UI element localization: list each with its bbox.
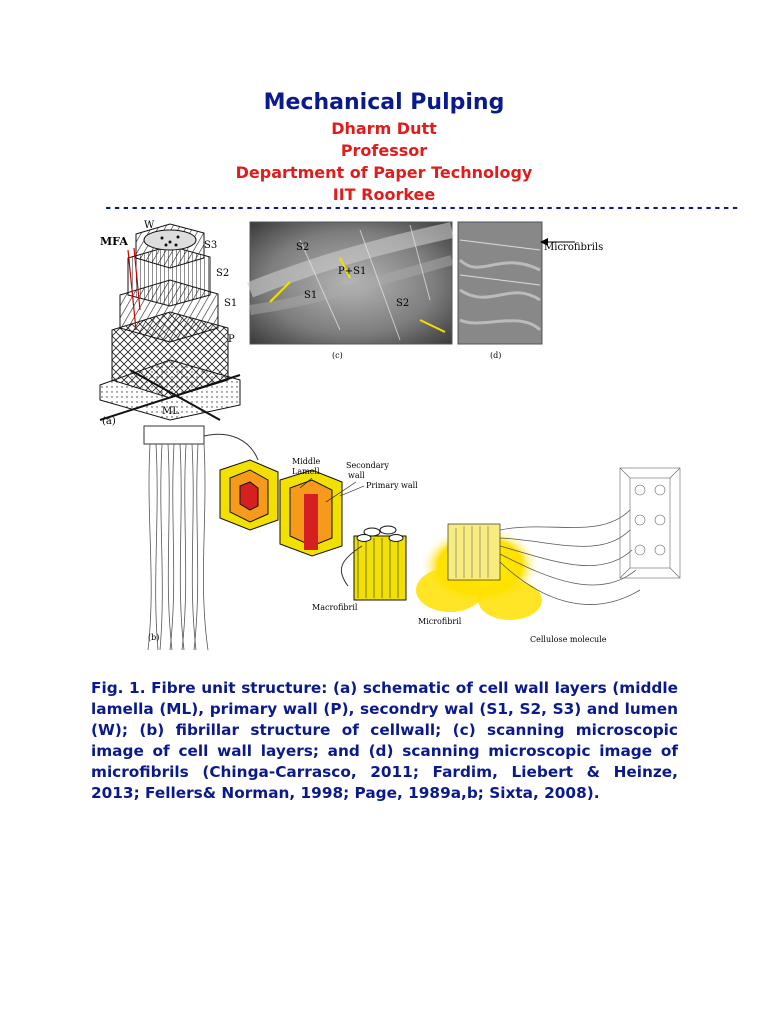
label-s3: S3 [204, 240, 218, 251]
label-p: P [228, 334, 235, 345]
label-secondary: Secondary [346, 461, 389, 470]
document-title: Mechanical Pulping [263, 90, 505, 115]
label-wall: wall [348, 471, 365, 480]
panel-c-sem-image [250, 222, 452, 360]
label-microfibril: Microfibril [418, 617, 462, 626]
label-panel-b: (b) [148, 633, 160, 642]
label-cellulose-molecule: Cellulose molecule [530, 635, 607, 644]
label-microfibrils: Microfibrils [544, 242, 604, 253]
sem-label-s2-bottom: S2 [396, 298, 410, 309]
document-header [0, 88, 768, 206]
figure-caption: Fig. 1. Fibre unit structure: (a) schematic of cell wall layers (middle lamella (ML), primary wall (P), secondry wal (S1, S2, S3) and lumen (W); (b) fibrillar structure of cellwall; (c) scanning microscopic image of cell wall layers; and (d) scanning microscopic image of microfibrils (Chinga-Carrasco, 2011; Fardim, Liebert & Heinze, 2013; Fellers& Norman, 1998; Page, 1989a,b; Sixta, 2008). [91, 679, 678, 802]
author-name: Dharm Dutt [331, 119, 437, 138]
label-lamell: Lamell [292, 467, 320, 476]
label-w: W [144, 220, 155, 231]
label-s1: S1 [224, 298, 238, 309]
panel-b-fibrillar-structure [144, 426, 680, 650]
label-macrofibril: Macrofibril [312, 603, 358, 612]
label-primary-wall: Primary wall [366, 481, 418, 490]
microfibril-glow [416, 524, 542, 620]
label-panel-a: (a) [102, 416, 116, 427]
label-panel-c: (c) [332, 351, 343, 360]
panel-d-microfibrils [458, 222, 603, 360]
label-panel-d: (d) [490, 351, 502, 360]
label-mfa: MFA [100, 235, 128, 248]
panel-a-schematic [100, 220, 240, 427]
department-name: Department of Paper Technology [235, 163, 533, 182]
crystal-lattice [620, 468, 680, 578]
hexagonal-cells [220, 460, 342, 556]
label-ml: ML [162, 406, 179, 417]
label-middle: Middle [292, 457, 321, 466]
author-position: Professor [340, 141, 428, 160]
sem-label-s1: S1 [304, 290, 318, 301]
label-s2: S2 [216, 268, 230, 279]
macrofibril-bundle [354, 526, 406, 600]
sem-label-s2-top: S2 [296, 242, 310, 253]
fibre-structure-figure [100, 220, 685, 660]
figure-svg [100, 220, 685, 660]
institute-name: IIT Roorkee [332, 185, 436, 204]
sem-label-ps1: P+S1 [338, 266, 367, 277]
dashed-divider: ------------------------------------------------------------------------ [104, 200, 740, 216]
